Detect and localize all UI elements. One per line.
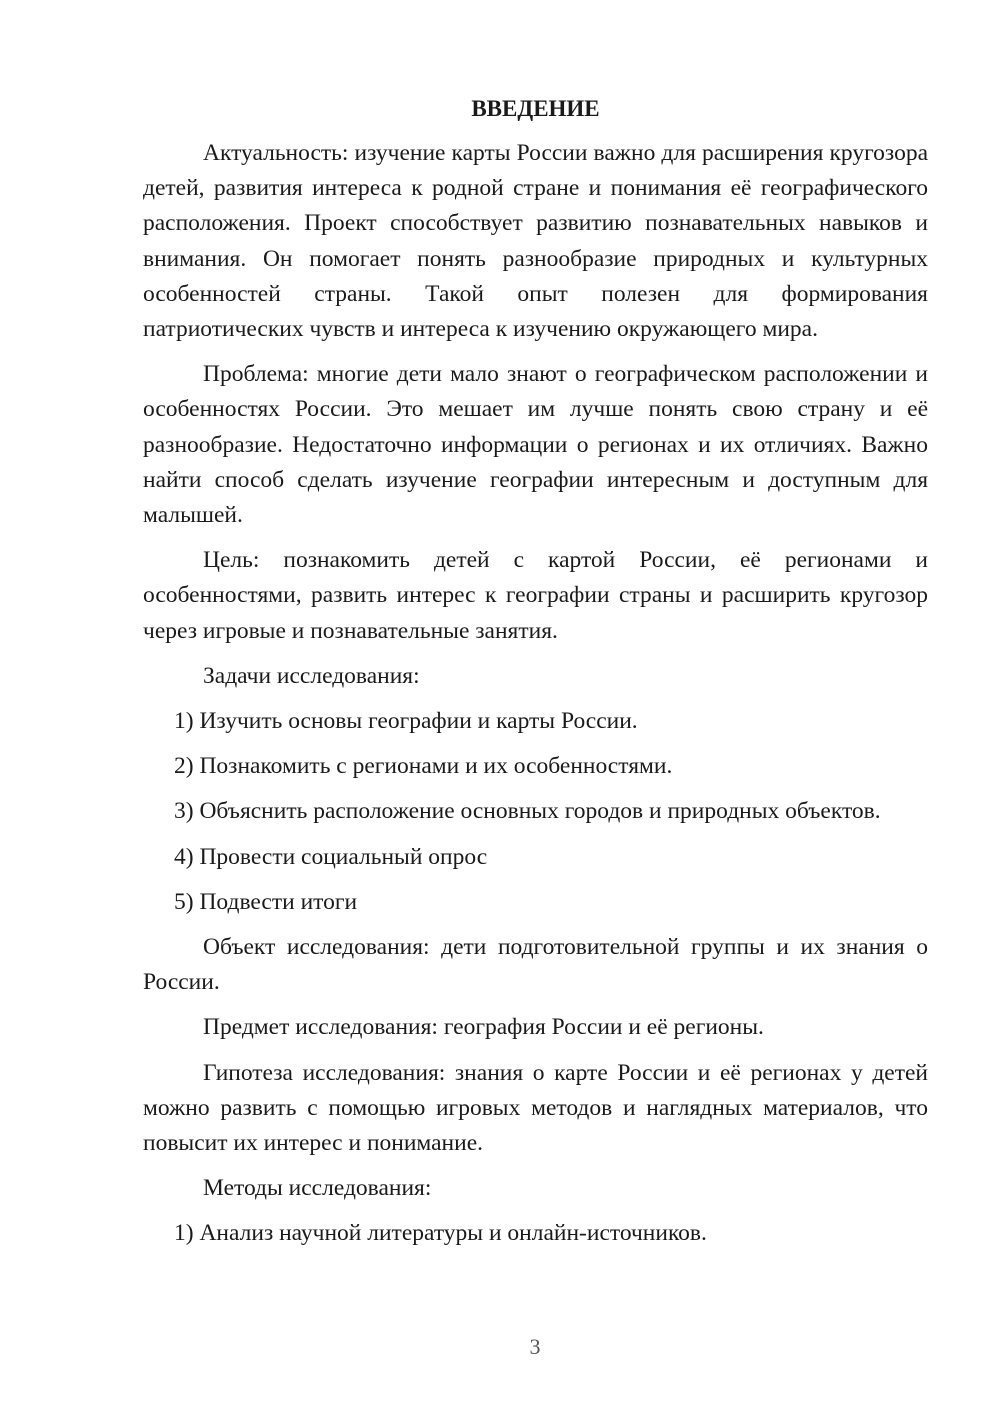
- methods-title: Методы исследования:: [203, 1175, 432, 1202]
- task-item: 4) Провести социальный опрос: [174, 843, 488, 870]
- task-item: 2) Познакомить с регионами и их особенностями.: [174, 753, 673, 780]
- relevance-paragraph: Актуальность: изучение карты России важно для расширения кругозора детей, развития интереса к родной стране и понимания её географического расположения. Проект способствует развитию познавательных навыков и внимания. Он помогает понять разнообразие природных и культурных особенностей страны. Такой опыт полезен для формирования патриотических чувств и интереса к изучению окружающего мира.: [143, 140, 928, 343]
- tasks-title: Задачи исследования:: [203, 662, 420, 689]
- problem-paragraph: Проблема: многие дети мало знают о географическом расположении и особенностях России. Это мешает им лучше понять свою страну и её разнообразие. Недостаточно информации о регионах и их отличиях. Важно найти способ сделать изучение географии интересным и доступным для малышей.: [143, 361, 928, 529]
- goal-paragraph: Цель: познакомить детей с картой России, её регионами и особенностями, развить интерес к географии страны и расширить кругозор через игровые и познавательные занятия.: [143, 547, 928, 644]
- method-item: 1) Анализ научной литературы и онлайн-источников.: [174, 1220, 707, 1247]
- document-page: [143, 94, 928, 1262]
- task-item: 3) Объяснить расположение основных городов и природных объектов.: [174, 798, 881, 825]
- subject-paragraph: Предмет исследования: география России и её регионы.: [203, 1014, 764, 1041]
- task-item: 1) Изучить основы географии и карты России.: [174, 708, 638, 735]
- task-item: 5) Подвести итоги: [174, 888, 358, 915]
- object-paragraph: Объект исследования: дети подготовительной группы и их знания о России.: [143, 934, 928, 996]
- hypothesis-paragraph: Гипотеза исследования: знания о карте России и её регионах у детей можно развить с помощью игровых методов и наглядных материалов, что повысит их интерес и понимание.: [143, 1059, 928, 1157]
- page-number: 3: [529, 1334, 541, 1359]
- page-title: ВВЕДЕНИЕ: [471, 96, 600, 121]
